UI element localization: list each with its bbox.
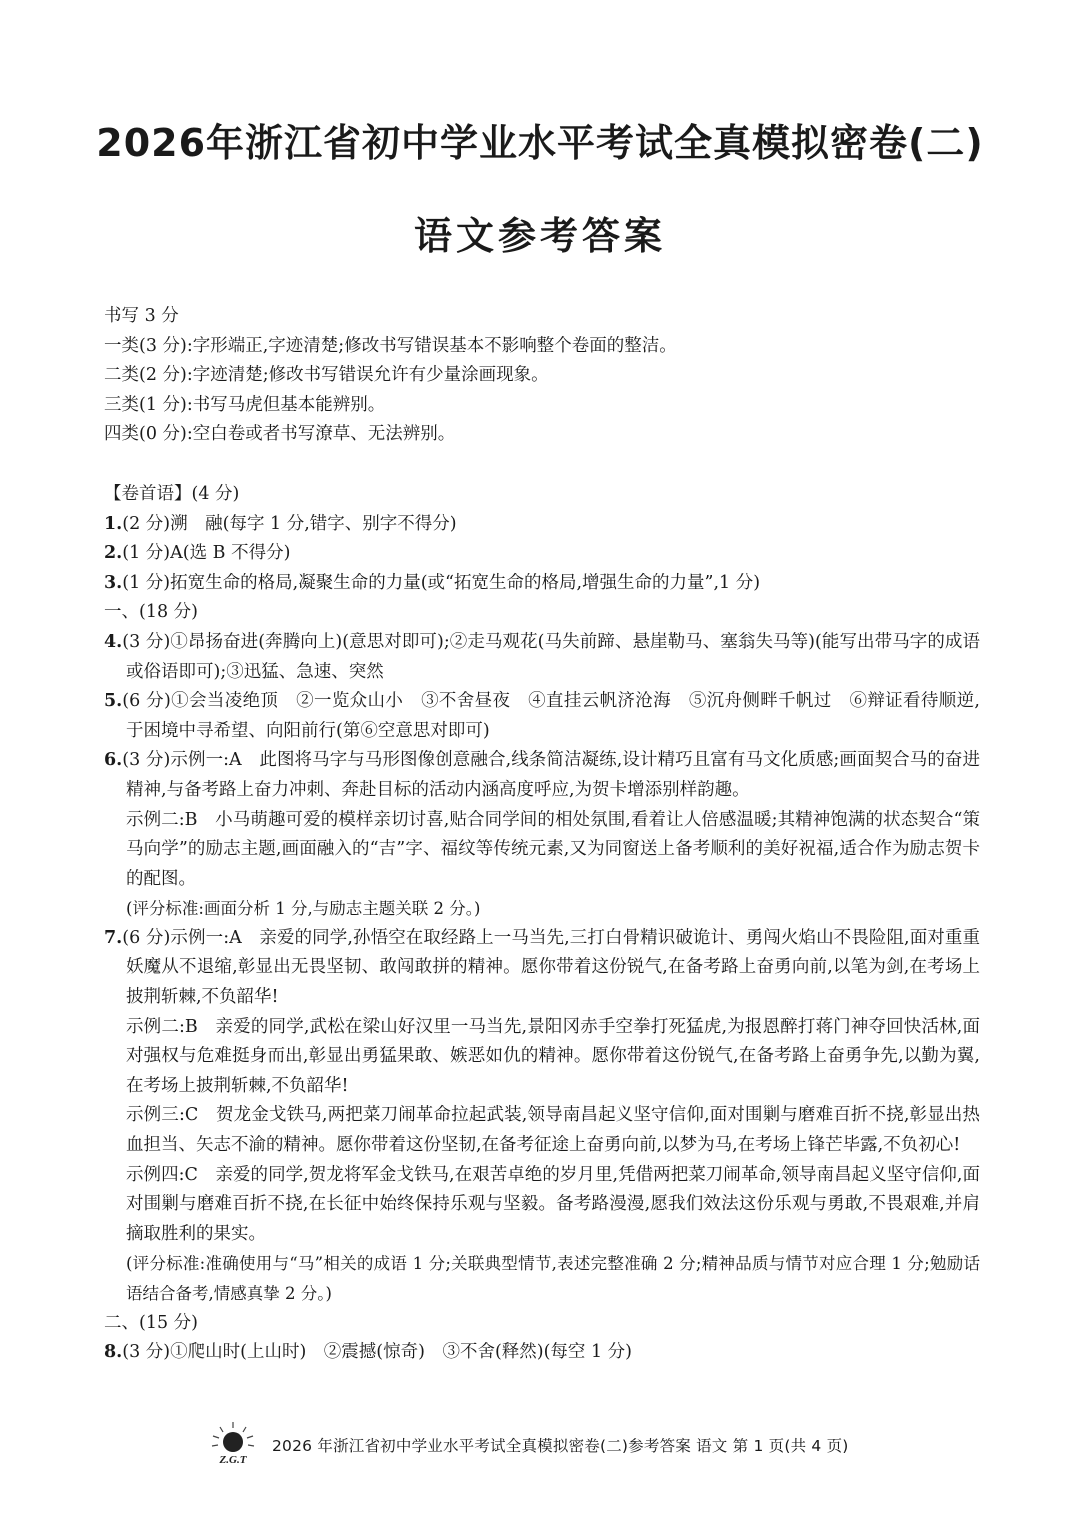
section-1-heading: 一、(18 分) xyxy=(104,602,198,623)
answer-text: (3 分)①爬山时(上山时) ②震撼(惊奇) ③不舍(释然)(每空 1 分) xyxy=(122,1342,633,1363)
question-number: 1. xyxy=(104,513,123,534)
page-footer: 2026 年浙江省初中学业水平考试全真模拟密卷(二)参考答案 语文 第 1 页(共 4 页) xyxy=(272,1437,849,1455)
answer-text: (3 分)示例一:A 此图将马字与马形图像创意融合,线条简洁凝练,设计精巧且富有马文化质感;画面契合马的奋进精神,与备考路上奋力冲刺、奔赴目标的活动内涵高度呼应,为贺卡增添别样韵趣。 xyxy=(122,750,980,800)
example-2: 示例二:B 亲爱的同学,武松在梁山好汉里一马当先,景阳冈赤手空拳打死猛虎,为报恩醉打蒋门神夺回快活林,面对强权与危难挺身而出,彰显出勇猛果敢、嫉恶如仇的精神。愿你带着这份锐气,在备考路上奋勇争先,以勤为翼,在考场上披荆斩棘,不负韶华! xyxy=(126,1016,980,1096)
question-number: 6. xyxy=(104,750,123,771)
writing-line: 四类(0 分):空白卷或者书写潦草、无法辨别。 xyxy=(104,424,456,445)
question-4 xyxy=(104,628,980,687)
answer-text: (6 分)示例一:A 亲爱的同学,孙悟空在取经路上一马当先,三打白骨精识破诡计、勇闯火焰山不畏险阻,面对重重妖魔从不退缩,彰显出无畏坚韧、敢闯敢拼的精神。愿你带着这份锐气,在备考路上奋勇向前,以笔为剑,在考场上披荆斩棘,不负韶华! xyxy=(122,927,980,1008)
answer-text: (1 分)拓宽生命的格局,凝聚生命的力量(或“拓宽生命的格局,增强生命的力量”,1 分) xyxy=(122,572,761,593)
preface-heading: 【卷首语】(4 分) xyxy=(104,483,240,504)
answer-text: (3 分)①昂扬奋进(奔腾向上)(意思对即可);②走马观花(马失前蹄、悬崖勒马、塞翁失马等)(能写出带马字的成语或俗语即可);③迅猛、急速、突然 xyxy=(122,631,980,682)
question-2 xyxy=(104,539,980,569)
answer-content xyxy=(104,302,980,1368)
question-8 xyxy=(104,1338,980,1368)
example-4: 示例四:C 亲爱的同学,贺龙将军金戈铁马,在艰苦卓绝的岁月里,凭借两把菜刀闹革命,领导南昌起义坚守信仰,面对围剿与磨难百折不挠,在长征中始终保持乐观与坚毅。备考路漫漫,愿我们效法这份乐观与勇敢,不畏艰难,并肩摘取胜利的果实。 xyxy=(126,1164,980,1244)
question-7 xyxy=(104,924,980,1013)
example-2: 示例二:B 小马萌趣可爱的模样亲切讨喜,贴合同学间的相处氛围,看着让人倍感温暖;其精神饱满的状态契合“策马向学”的励志主题,画面融入的“吉”字、福纹等传统元素,又为同窗送上备考顺利的美好祝福,适合作为励志贺卡的配图。 xyxy=(126,809,980,889)
writing-heading: 书写 3 分 xyxy=(104,306,179,326)
question-3 xyxy=(104,569,980,599)
example-3: 示例三:C 贺龙金戈铁马,两把菜刀闹革命拉起武装,领导南昌起义坚守信仰,面对围剿与磨难百折不挠,彰显出热血担当、矢志不渝的精神。愿你带着这份坚韧,在备考征途上奋勇向前,以梦为马,在考场上锋芒毕露,不负初心! xyxy=(126,1105,980,1156)
answer-text: (6 分)①会当凌绝顶 ②一览众山小 ③不舍昼夜 ④直挂云帆济沧海 ⑤沉舟侧畔千帆过 ⑥辩证看待顺逆,于困境中寻希望、向阳前行(第⑥空意思对即可) xyxy=(122,691,980,741)
page-subtitle: 语文参考答案 xyxy=(413,214,666,258)
answer-text: (1 分)A(选 B 不得分) xyxy=(122,543,291,564)
question-number: 4. xyxy=(104,631,123,652)
question-number: 8. xyxy=(104,1342,123,1363)
section-2-heading: 二、(15 分) xyxy=(104,1312,198,1333)
writing-line: 二类(2 分):字迹清楚;修改书写错误允许有少量涂画现象。 xyxy=(104,365,549,386)
answer-text: (2 分)溯 融(每字 1 分,错字、别字不得分) xyxy=(122,513,457,534)
question-number: 7. xyxy=(104,927,123,948)
publisher-logo-icon xyxy=(208,1418,258,1468)
writing-line: 一类(3 分):字形端正,字迹清楚;修改书写错误基本不影响整个卷面的整洁。 xyxy=(104,335,677,356)
logo-text: Z.G.T xyxy=(219,1454,247,1466)
scoring-criteria: (评分标准:画面分析 1 分,与励志主题关联 2 分。) xyxy=(126,899,481,919)
question-6 xyxy=(104,746,980,805)
scoring-criteria: (评分标准:准确使用与“马”相关的成语 1 分;关联典型情节,表述完整准确 2 分;精神品质与情节对应合理 1 分;勉励话语结合备考,情感真挚 2 分。) xyxy=(126,1254,980,1303)
question-number: 3. xyxy=(104,572,123,593)
question-number: 5. xyxy=(104,691,123,712)
question-number: 2. xyxy=(104,543,123,564)
question-1 xyxy=(104,510,980,540)
writing-line: 三类(1 分):书写马虎但基本能辨别。 xyxy=(104,394,386,415)
page-title: 2026年浙江省初中学业水平考试全真模拟密卷(二) xyxy=(96,121,984,165)
section-gap xyxy=(104,450,980,480)
question-5 xyxy=(104,687,980,746)
